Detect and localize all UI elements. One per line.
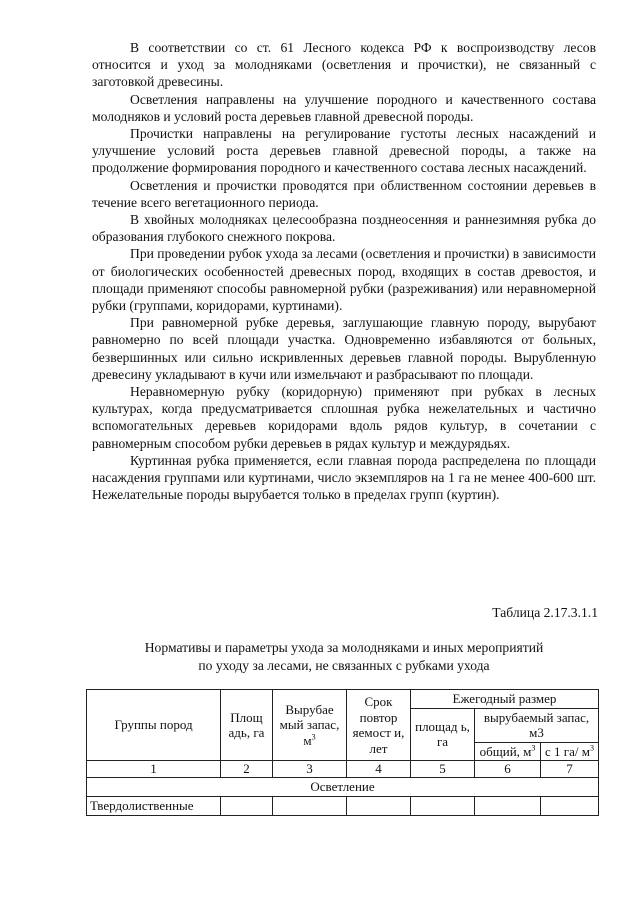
table-header-row	[87, 690, 599, 709]
header-annual-harvest: вырубаемый запас, м3	[475, 708, 599, 742]
column-number: 7	[541, 761, 599, 778]
table-cell	[475, 796, 541, 815]
paragraph: В соответствии со ст. 61 Лесного кодекса РФ к воспроизводству лесов относится и уход за молодняками (осветления и прочистки), не связанный с заготовкой древесины.	[92, 40, 596, 90]
table-caption: Таблица 2.17.3.1.1	[492, 605, 598, 620]
table-row	[87, 796, 599, 815]
column-number: 2	[221, 761, 273, 778]
table-cell	[273, 796, 347, 815]
header-period: Срок повтор яемост и, лет	[347, 690, 411, 761]
column-number: 3	[273, 761, 347, 778]
table-title	[92, 639, 596, 675]
table-title-line: по уходу за лесами, не связанных с рубками ухода	[198, 658, 490, 673]
header-total	[475, 742, 541, 761]
column-number: 5	[411, 761, 475, 778]
header-harvest-text: Вырубае мый запас, м	[279, 701, 340, 748]
paragraph: Осветления направлены на улучшение породного и качественного состава молодняков и условий роста деревьев главной древесной породы.	[92, 91, 596, 124]
header-harvest	[273, 690, 347, 761]
paragraph: Куртинная рубка применяется, если главная порода распределена по площади насаждения группами или куртинами, число экземпляров на 1 га не менее 400-600 шт. Нежелательные породы вырубается только в пределах групп (куртин).	[92, 452, 596, 503]
table-cell	[411, 796, 475, 815]
paragraph: При равномерной рубке деревья, заглушающие главную породу, вырубают равномерно по всей площади участка. Одновременно избавляются от больных, безвершинных или сильно искривленных деревьев главной породы. Вырубленную древесину укладывают в кучи или измельчают и разбрасывают по площади.	[92, 315, 596, 382]
norms-table	[86, 689, 599, 816]
table-cell	[541, 796, 599, 815]
header-groups: Группы пород	[87, 690, 221, 761]
column-number: 6	[475, 761, 541, 778]
header-per-ha	[541, 742, 599, 761]
paragraph: Прочистки направлены на регулирование густоты лесных насаждений и улучшение условий роста деревьев главной древесной породы, а также на продолжение формирования породного и качественного состава лесных насаждений.	[92, 126, 596, 176]
table-section-row	[87, 777, 599, 796]
superscript: 3	[311, 732, 316, 742]
body-text	[92, 39, 596, 503]
table-cell	[347, 796, 411, 815]
header-annual: Ежегодный размер	[411, 690, 599, 709]
header-annual-area: площад ь, га	[411, 708, 475, 761]
header-per-ha-text: с 1 га/ м	[545, 743, 590, 759]
table-number-row	[87, 761, 599, 778]
column-number: 4	[347, 761, 411, 778]
header-area: Площ адь, га	[221, 690, 273, 761]
paragraph: Осветления и прочистки проводятся при облиственном состоянии деревьев в течение всего вегетационного периода.	[92, 177, 596, 210]
superscript: 3	[531, 743, 536, 753]
superscript: 3	[589, 743, 594, 753]
table-cell	[221, 796, 273, 815]
column-number: 1	[87, 761, 221, 778]
table-title-line: Нормативы и параметры ухода за молодняками и иных мероприятий	[144, 640, 544, 655]
row-label: Твердолиственные	[87, 796, 221, 815]
paragraph: Неравномерную рубку (коридорную) применяют при рубках в лесных культурах, когда предусматривается сплошная рубка нежелательных и частично вспомогательных деревьев коридорами вдоль рядов культур, в сочетании с равномерным способом рубки деревьев в рядах культур и междурядьях.	[92, 384, 596, 451]
section-title: Осветление	[87, 777, 599, 796]
paragraph: В хвойных молодняках целесообразна позднеосенняя и раннезимняя рубка до образования глубокого снежного покрова.	[92, 212, 596, 245]
header-total-text: общий, м	[479, 743, 532, 759]
paragraph: При проведении рубок ухода за лесами (осветления и прочистки) в зависимости от биологических особенностей древесных пород, входящих в состав древостоя, и площади применяют способы равномерной рубки (разреживания) или неравномерной рубки (группами, коридорами, куртинами).	[92, 246, 596, 314]
